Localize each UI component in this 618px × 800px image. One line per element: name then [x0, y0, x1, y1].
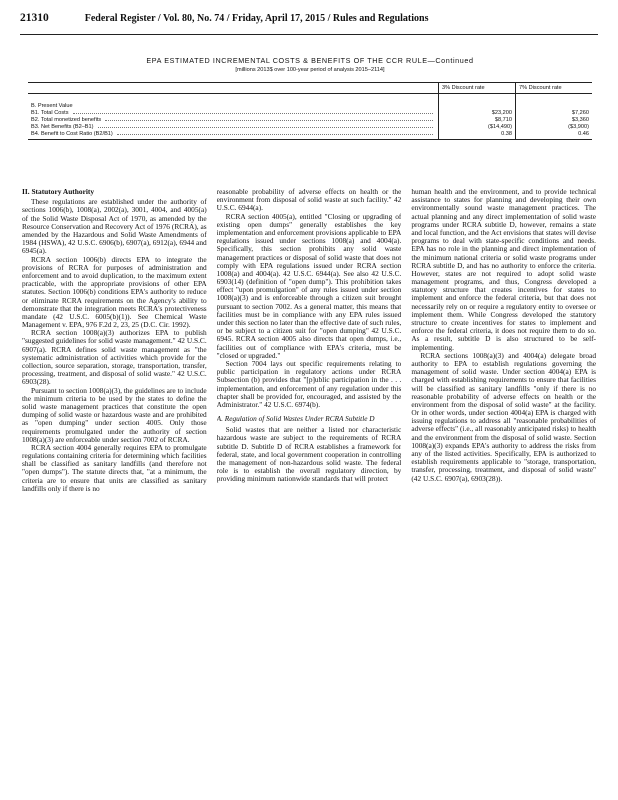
paragraph: Pursuant to section 1008(a)(3), the guidelines are to include the minimum criteria to be used by the states to define the solid waste management practices that constitute the open dumping of solid waste or hazardous waste and are prohibited as "open dumping" under section 4005. Only those requirements promulgated under the authority of section 1008(a)(3) are enforceable under section 7002 of RCRA.: [22, 385, 207, 444]
table-row: [28, 116, 592, 123]
paragraph: RCRA section 4005(a), entitled "Closing or upgrading of existing open dumps" generally establishes the key implementation and enforcement provisions applicable to EPA regulations issued under sections 1008(a) and 4004(a). Specifically, this section prohibits any solid waste management practices or disposal of solid waste that does not comply with EPA regulations issued under RCRA section 1008(a) and 4004(a). 42 U.S.C. 6944(a). See also 42 U.S.C. 6903(14) (definition of "open dump"). This prohibition takes effect "upon promulgation" of any rules issued under section 1008(a)(3) and is enforceable through a citizen suit brought pursuant to section 7002. As a general matter, this means that facilities must be in compliance with any EPA rules issued under this section no later than the effective date of such rules, or be subject to a citizen suit for "open dumping" 42 U.S.C. 6945. RCRA section 4005 also directs that open dumps, i.e., facilities out of compliance with EPA's criteria, must be "closed or upgraded.": [216, 211, 402, 360]
row-value-3pct: 0.38: [439, 130, 516, 139]
page-header: [20, 12, 598, 35]
row-value-3pct: ($14,490): [439, 123, 516, 130]
row-value-3pct: $8,710: [439, 116, 516, 123]
table-subtitle: [millions 2013$ over 100-year period of analysis 2015–2114]: [235, 67, 385, 73]
column-3: [411, 188, 596, 794]
table-row: [28, 102, 592, 109]
column-1: [22, 188, 207, 794]
subsection-heading: A. Regulation of Solid Wastes Under RCRA Subtitle D: [216, 414, 375, 424]
running-head: Federal Register / Vol. 80, No. 74 / Friday, April 17, 2015 / Rules and Regulations: [84, 13, 429, 24]
paragraph: RCRA section 4004 generally requires EPA to promulgate regulations containing criteria for determining which facilities shall be classified as sanitary landfills (and therefore not "open dumps"). The statute directs that, "at a minimum, the criteria are to ensure that units are classified as sanitary landfills only if there is no: [22, 442, 207, 493]
paragraph: RCRA sections 1008(a)(3) and 4004(a) delegate broad authority to EPA to establish regulations governing the management of solid waste. Under section 4004(a) EPA is charged with establishing requirements to ensure that facilities will be classified as sanitary landfills "only if there is no reasonable probability of adverse effects on health or the environment from the disposal of solid waste" at the facility. Or in other words, under section 4004(a) EPA is charged with issuing regulations to address all "reasonable probabilities of adverse effects" (i.e., all reasonably anticipated risks) to health and the environment from the disposal of solid waste. Section 1008(a)(3) expands EPA's authority to address the risks from any of the listed activities. Specifically, EPA is authorized to establish requirements applicable to "storage, transportation, transfer, processing, treatment, and disposal of solid waste" (42 U.S.C. 6907(a), 6903(28)).: [411, 350, 597, 483]
row-label: B1. Total Costs: [31, 109, 69, 116]
table-title: EPA ESTIMATED INCREMENTAL COSTS & BENEFITS OF THE CCR RULE—Continued: [146, 56, 474, 65]
cost-benefit-table: [28, 82, 592, 140]
cost-benefit-table-section: [28, 56, 592, 140]
paragraph: These regulations are established under the authority of sections 1006(b), 1008(a), 2002(a), 3001, 4004, and 4005(a) of the Solid Waste Disposal Act of 1970, as amended by the Resource Conservation and Recovery Act of 1976 (RCRA), as amended by the Hazardous and Solid Waste Amendments of 1984 (HSWA), 42 U.S.C. 6906(b), 6907(a), 6912(a), 6944 and 6945(a).: [22, 197, 207, 256]
table-header-label: [28, 83, 439, 94]
section-heading: II. Statutory Authority: [22, 188, 95, 196]
row-value-7pct: $7,260: [516, 109, 593, 116]
paragraph: Section 7004 lays out specific requirements relating to public participation in regulatory actions under RCRA Subsection (b) provides that "[p]ublic participation in the . . . implementation, and enforcement of any regulation under this chapter shall be provided for, encouraged, and assisted by the Administrator." 42 U.S.C. 6974(b).: [216, 358, 402, 409]
row-value-7pct: ($3,900): [516, 123, 593, 130]
table-section-label: B. Present Value: [31, 102, 73, 109]
paragraph: human health and the environment, and to provide technical assistance to states for planning and developing their own environmentally sound waste management practices. The actual planning and any direct implementation of solid waste programs under RCRA subtitle D, however, remains a state and local function, and the Act envisions that states will devise programs to deal with state-specific conditions and needs. EPA has no role in the planning and direct implementation of the minimum national criteria or solid waste programs under RCRA subtitle D, and has no authority to enforce the criteria. However, states are not required to adopt solid waste management programs, and thus, Congress developed a statutory structure that creates incentives for states to implement and enforce the federal criteria, but that does not necessarily rely on or require a regulatory entity to oversee or implement them. While Congress developed the statutory structure to create incentives for states to implement and enforce the federal criteria, it does not require them to do so. As a result, subtitle D is also structured to be self-implementing.: [411, 188, 597, 352]
table-row: [28, 109, 592, 116]
paragraph: reasonable probability of adverse effects on health or the environment from disposal of solid waste at such facility." 42 U.S.C. 6944(a).: [216, 188, 402, 213]
body-columns: [22, 188, 596, 794]
row-label: B2. Total monetized benefits: [31, 116, 102, 123]
table-row: [28, 130, 592, 139]
page-number: 21310: [20, 12, 49, 24]
paragraph: RCRA section 1006(b) directs EPA to integrate the provisions of RCRA for purposes of administration and enforcement and to avoid duplication, to the maximum extent practicable, with the appropriate provisions of other EPA statutes. Section 1006(b) conditions EPA's authority to reduce or eliminate RCRA requirements on the Agency's ability to demonstrate that the integration meets RCRA's protectiveness mandate (42 U.S.C. 6005(b)(1)). See Chemical Waste Management v. EPA, 976 F.2d 2, 23, 25 (D.C. Cir. 1992).: [22, 254, 207, 330]
row-label: B3. Net Benefits (B2–B1): [31, 123, 94, 130]
paragraph: Solid wastes that are neither a listed nor characteristic hazardous waste are subject to the requirements of RCRA subtitle D. Subtitle D of RCRA establishes a framework for federal, state, and local government cooperation in controlling the management of non-hazardous solid waste. The federal role is to establish the overall regulatory direction, by providing minimum nationwide standards that will protect: [216, 425, 402, 484]
row-value-7pct: 0.46: [516, 130, 593, 139]
row-value-7pct: $3,360: [516, 116, 593, 123]
table-row: [28, 123, 592, 130]
table-header-7pct: 7% Discount rate: [516, 83, 593, 94]
row-value-3pct: $23,200: [439, 109, 516, 116]
column-2: [217, 188, 402, 794]
table-header-3pct: 3% Discount rate: [439, 83, 516, 94]
paragraph: RCRA section 1008(a)(3) authorizes EPA to publish "suggested guidelines for solid waste management." 42 U.S.C. 6907(a). RCRA defines solid waste management as "the systematic administration of activities which provide for the collection, source separation, storage, transportation, transfer, processing, treatment, and disposal of solid waste." 42 U.S.C. 6903(28).: [22, 328, 207, 387]
row-label: B4. Benefit to Cost Ratio (B2/B1): [31, 130, 113, 137]
